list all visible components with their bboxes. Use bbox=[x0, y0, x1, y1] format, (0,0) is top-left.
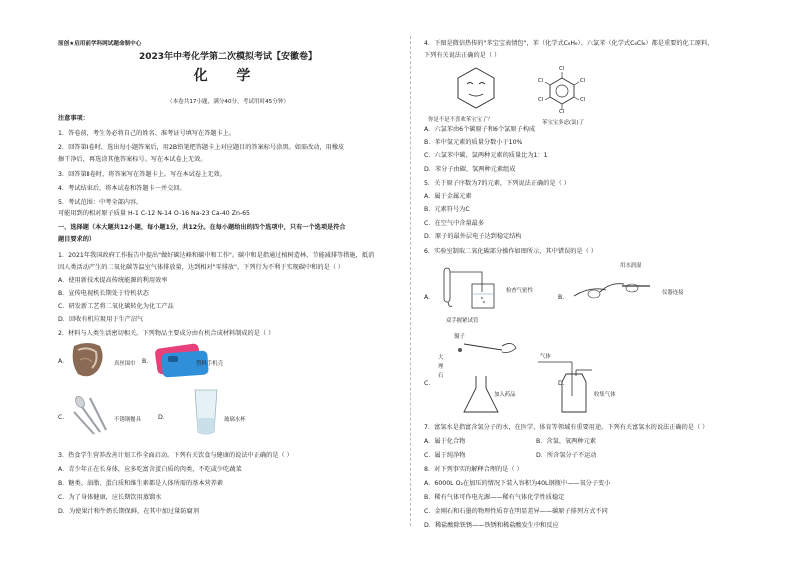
q4-option-a: A．六氯苯由6个碳原子和6个氯原子构成 bbox=[424, 126, 536, 133]
q5-option-c: C．在空气中含量最多 bbox=[424, 220, 485, 227]
q6-caption-a2: 双手握紧试管 bbox=[446, 318, 479, 324]
cl-atom: Cl bbox=[559, 66, 565, 72]
q1-option-a: A．使用新技术提高传统能源的利用效率 bbox=[58, 277, 168, 284]
tube-connection-image bbox=[570, 266, 660, 310]
q6-option-c-label: C． bbox=[424, 380, 435, 387]
q5-option-d: D．原子的最外层电子达到稳定结构 bbox=[424, 233, 522, 240]
q6-caption-b: 仪器连接 bbox=[662, 290, 684, 296]
q6-option-d-label: D． bbox=[558, 380, 569, 387]
q5-option-a: A．属于金属元素 bbox=[424, 193, 472, 200]
gas-collection-image bbox=[536, 356, 596, 416]
q6-option-b-label: B． bbox=[558, 294, 569, 301]
q3-option-b: B．糖类、油脂、蛋白质和维生素都是人体所需的基本营养素 bbox=[58, 480, 224, 487]
note-item: 1．答卷前，考生务必将自己的姓名、准考证号填写在答题卡上。 bbox=[58, 130, 236, 137]
airtightness-check-image bbox=[436, 262, 506, 314]
silk-scarf-image bbox=[70, 340, 108, 380]
q8-option-c: C．金刚石和石墨的物理性质存在明显差异——碳原子排列方式不同 bbox=[424, 508, 608, 515]
note-item: 擦干净后，再选涂其他答案标号。写在本试卷上无效。 bbox=[58, 156, 207, 163]
subject-title: 化 学 bbox=[193, 68, 263, 84]
q6-caption-d2: 气体 bbox=[540, 354, 551, 360]
q6-caption-a: 检查气密性 bbox=[506, 288, 533, 294]
q5-option-b: B．元素符号为C bbox=[424, 206, 470, 213]
q6-stem: 6．实验室制取二氧化碳部分操作如图所示，其中错误的是（ ） bbox=[424, 248, 597, 255]
column-divider bbox=[410, 36, 411, 526]
q4-caption-1: 你是不是不喜欢苯宝宝了？ bbox=[428, 117, 493, 123]
q7-option-c: C．属于纯净物 bbox=[424, 452, 466, 459]
q8-option-d: D．稀盐酸除铁锈——铁锈和稀盐酸发生中和反应 bbox=[424, 522, 559, 529]
cl-atom: Cl bbox=[538, 97, 544, 103]
q3-stem: 3．热食学生营养改善计划工作全面启动。下列有关饮食与健康的说法中正确的是（ ） bbox=[58, 452, 293, 459]
cl-atom: Cl bbox=[559, 109, 565, 115]
stainless-tableware-image bbox=[70, 394, 112, 436]
q6-caption-b2: 用水润湿 bbox=[620, 263, 642, 269]
q6-caption-c: 加入药品 bbox=[494, 392, 516, 398]
notes-heading: 注意事项： bbox=[58, 115, 89, 122]
q2-caption-a: 真丝围巾 bbox=[114, 361, 136, 367]
hexachlorobenzene-image bbox=[532, 66, 592, 114]
adding-marble-image bbox=[450, 336, 520, 416]
q2-option-b-label: B． bbox=[142, 358, 153, 365]
q7-option-b: B．含氢、氧两种元素 bbox=[536, 438, 596, 445]
exam-info: （本卷共17小题，满分40分，考试用时45分钟） bbox=[166, 99, 290, 105]
q6-caption-c2: 镊子 bbox=[454, 334, 465, 340]
q2-option-a-label: A． bbox=[58, 358, 69, 365]
exam-title: 2023年中考化学第二次模拟考试【安徽卷】 bbox=[138, 52, 318, 62]
atomic-masses: 可能用到的相对原子质量 H-1 C-12 N-14 O-16 Na-23 Ca-40 Zn-65 bbox=[58, 210, 250, 217]
q1-option-c: C．研发新工艺将二氧化碳转化为化工产品 bbox=[58, 303, 174, 310]
note-item: 5．考试范围：中考全部内容。 bbox=[58, 199, 143, 206]
q4-option-b: B．苯中氢元素的质量分数小于10% bbox=[424, 139, 523, 146]
q4-caption-2: 苯宝宝多虑(氯)了 bbox=[542, 120, 584, 126]
q2-caption-b: 塑料手机壳 bbox=[196, 361, 223, 367]
q8-option-b: B．稀有气体可作电光源——稀有气体化学性质稳定 bbox=[424, 494, 565, 501]
section-heading-cont: 题目要求的） bbox=[58, 236, 96, 243]
note-item: 3．回答第Ⅱ卷时，将答案写在答题卡上。写在本试卷上无效。 bbox=[58, 171, 226, 178]
q2-caption-c: 不锈钢餐具 bbox=[114, 417, 141, 423]
q2-option-c-label: C． bbox=[58, 414, 69, 421]
q2-caption-d: 玻璃水杯 bbox=[224, 417, 246, 423]
q7-option-a: A．属于化合物 bbox=[424, 438, 466, 445]
cl-atom: Cl bbox=[538, 78, 544, 84]
q2-option-d-label: D． bbox=[158, 414, 169, 421]
q3-option-c: C．为了身体健康，应长期饮用蒸馏水 bbox=[58, 494, 162, 501]
q6-caption-d: 收集气体 bbox=[594, 392, 616, 398]
q4-option-c: C．六氯苯中碳、氯两种元素的质量比为1：1 bbox=[424, 152, 548, 159]
q5-stem: 5．关于原子序数为7的元素，下列说法正确的是（ ） bbox=[424, 180, 570, 187]
q6-caption-c3: 大理石 bbox=[438, 355, 444, 379]
note-item: 2．回答第Ⅰ卷时，选出每小题答案后，用2B铅笔把答题卡上对应题目的答案标号涂黑。如需改动，用橡皮 bbox=[58, 144, 345, 151]
section-heading: 一、选择题（本大题共12小题，每小题1分，共12分。在每小题给出的四个选项中，只有一个选项是符合 bbox=[58, 224, 346, 231]
note-item: 4．考试结束后，将本试卷和答题卡一并交回。 bbox=[58, 185, 186, 192]
q8-stem: 8．对下列事实的解释合理的是（ ） bbox=[424, 466, 523, 473]
q2-stem: 2．材料与人类生活密切相关。下列物品主要成分由有机合成材料制成的是（ ） bbox=[58, 330, 275, 337]
q1-option-b: B．宣传电视机长期处于待机状态 bbox=[58, 290, 149, 297]
cl-atom: Cl bbox=[580, 97, 586, 103]
q4-stem-cont: 下列有关说法正确的是（ ） bbox=[424, 52, 501, 59]
benzene-emoji-image bbox=[454, 66, 498, 110]
q7-option-d: D．所含氢分子不运动 bbox=[536, 452, 597, 459]
q1-stem-cont: 因人类活动产生的二氧化碳等温室气体排放量，达到相对"零排放"。下列行为不利于实现碳中和的是（ ） bbox=[58, 264, 345, 271]
cl-atom: Cl bbox=[580, 78, 586, 84]
q1-option-d: D．回收有机垃圾用于生产沼气 bbox=[58, 316, 144, 323]
q3-option-d: D．为使果汁和牛奶长期保鲜，在其中加过量防腐剂 bbox=[58, 508, 199, 515]
q4-stem: 4．下图是微信热传的"苯宝宝表情包"，苯（化学式C₆H₆）、六氯苯（化学式C₆Cl₆）都是重要的化工原料， bbox=[424, 40, 714, 47]
q7-stem: 7．富氢水是指富含氢分子的水，在医学、体育等领域有重要用途。下列有关富氢水的说法正确的是（ ） bbox=[424, 424, 709, 431]
q1-stem: 1．2021年我国政府工作报告中提出"做好碳达峰和碳中和工作"。碳中和是指通过植树造林、节能减排等措施，抵消 bbox=[58, 252, 375, 259]
q6-option-a-label: A． bbox=[424, 294, 435, 301]
q4-option-d: D．苯分子由碳、氢两种元素组成 bbox=[424, 166, 516, 173]
glass-cup-image bbox=[192, 388, 220, 436]
watermark-text: 原创★启用前学科网试题命制中心 bbox=[58, 41, 142, 47]
q3-option-a: A．青少年正在长身体，应多吃富含蛋白质的肉类，不吃或少吃蔬菜 bbox=[58, 466, 242, 473]
q8-option-a: A．6000L O₂在加压的情况下装入容积为40L钢瓶中——氧分子变小 bbox=[424, 480, 611, 487]
